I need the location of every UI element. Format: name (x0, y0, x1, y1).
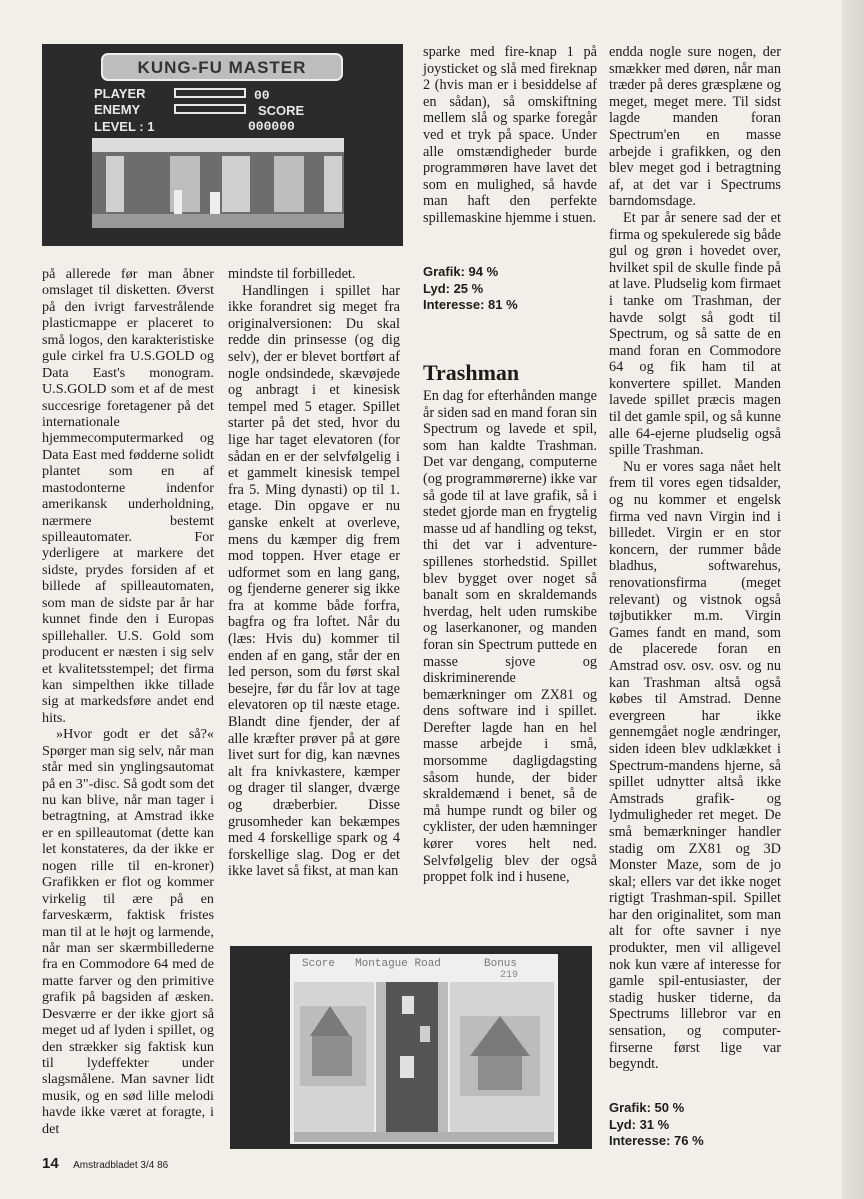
trashman-graphic (230, 946, 592, 1149)
kungfu-master-screenshot (42, 44, 403, 246)
score-value: 000000 (248, 119, 295, 134)
paragraph: sparke med fire-knap 1 på joysticket og slå med fireknap 2 (hvis man er i besiddelse af en sådan), så omskiftning mellem slå og sparke foregår ved et tryk på space. Under alle omstændigheder burde programmøren have lavet det som en mulighed, så havde man haft den perfekte spillemaskine hjemme i stuen. (423, 44, 597, 226)
paragraph: Handlingen i spillet har ikke forandret sig meget fra originalversionen: Du skal redde din prinsesse (og dig selv), der er blevet bortført af nogle ondsindede, skævøjede og anbragt i et kinesisk tempel med 5 etager. Spillet starter på det sted, hvor du lige har taget elevatoren (for sådan en er der selvfølgelig i et gammelt kinesisk tempel fra 5. Ming dynasti) op til 1. etage. Din opgave er nu ganske enkelt at overleve, mens du kæmper dig frem mod toppen. Hver etage er udformet som en lang gang, og fjenderne generer sig ikke fra at komme både forfra, bagfra og fra loftet. Når du (læs: Hvis du) kommer til enden af en gang, står der en led person, som du først skal besejre, før du får lov at tage elevatoren op til næste etage. Blandt dine fjender, der af alle kræfter prøver på at gøre livet surt for dig, kan nævnes alt fra knivkastere, kæmper og drager til slanger, dværge og dræberbier. Disse grusomheder kan bekæmpes med 4 forskellige spark og 4 forskellige slag. Dog er det ikke lavet så fikst, at man kan (228, 282, 400, 880)
page-number: 14 (42, 1155, 59, 1172)
rating-graphics: Grafik: 94 % (423, 264, 499, 279)
paragraph: En dag for efterhånden mange år siden sad en mand foran sin Spectrum og lavede et spil, som han kaldte Trashman. Det var dengang, computerne (og programmørerne) ikke var så gode til at lave grafik, så i stedet gjorde man en frygtelig masse ud af handling og tekst, thi det var i adventure-spillenes storhedstid. Spillet blev bygget over noget så banalt som en skraldemands hverdag, helt uden rumskibe og laserkanoner, og manden foran sin Spectrum puttede en masse sjove og diskriminerende bemærkninger om ZX81 og dens software ind i spillet. Derefter lagde han en hel masse arbejde i små, morsomme dagligdagsting såsom hunde, der bider skraldemænd i benet, så de må humpe rundt og biler og cyklister, der uden hæmninger kører vores helt ned. Selvfølgelig blev der også proppet folk ind i husene, (423, 388, 597, 886)
rating-sound: Lyd: 25 % (423, 280, 484, 296)
kungfu-master-graphic (42, 44, 403, 246)
enemy-label: ENEMY (94, 102, 141, 117)
rating-sound: Lyd: 31 % (609, 1116, 670, 1132)
level-label: LEVEL : 1 (94, 119, 155, 134)
trash-street: Montague Road (355, 958, 441, 970)
kungfu-ratings (423, 264, 597, 314)
paragraph: Nu er vores saga nået helt frem til vores egen tidsalder, og nu kommer et engelsk firma ved navn Virgin ind i billedet. Virgin er en stor koncern, der rummer både bladhus, softwarehus, renovationsfirma (meget relevant) og vistnok også tøjbutikker m.m. Virgin Games fandt en mand, som de placerede foran en Amstrad osv. osv. osv. og nu kan Trashman altså også købes til Amstrad. Denne evergreen har ikke gennemgået nogle ændringer, siden ideen blev udklækket i Spectrum-mandens hjerne, så spillet udnytter altså ikke Amstrads grafik- og lydmuligheder ret meget. De små bemærkninger handler stadig om ZX81 og 3D Monster Maze, som de jo skal; ellers var det ikke noget rigtigt Trashman-spil. Spillet har den originalitet, som man alt for ofte savner i nye produkter, men vil alligevel nok kun være af interesse for gamle spil-entusiaster, der stadig husker tiderne, da Spectrums lillebror var en sensation, og computer-firserne først lige var begyndt. (609, 458, 781, 1073)
kungfu-title: KUNG-FU MASTER (137, 58, 307, 77)
paragraph: mindste til forbilledet. (228, 266, 356, 282)
magazine-issue: Amstradbladet 3/4 86 (73, 1160, 169, 1171)
page-footer (42, 1155, 168, 1173)
trashman-ratings (609, 1100, 781, 1150)
paragraph: »Hvor godt er det så?« Spørger man sig selv, når man står med sin ynglingsautomat på en 3"-disc. Så godt som det nu kan blive, når man tager i betragtning, at Amstrad ikke er en spilleautomat (dette kan let konstateres, da der ikke er nogen rille til en-kroner) Grafikken er flot og kommer virkelig til ære på en farveskærm, faktisk fristes man til at le højt og larmende, når man ser skærmbillederne fra en Commodore 64 med de matte farver og den primitive grafik på bagsiden af æsken. Desværre er der ikke gjort så meget ud af lyden i spillet, og den strækker sig faktisk kun til lydeffekter under slagsmålene. Man savner lidt musik, og en sød lille melodi havde ikke været at foragte, i det (42, 726, 214, 1137)
score-label: SCORE (258, 103, 305, 118)
article-column-4 (609, 44, 781, 1073)
article-column-3-top (423, 44, 597, 227)
paragraph: på allerede før man åbner omslaget til disketten. Øverst på den ivrigt farvestrålende plasticmappe er placeret to små logos, den karakteristiske gule cirkel fra U.S.GOLD og Data East's monogram. U.S.GOLD som et af de mest succesrige foretagener på det internationale hjemmecomputermarked og Data East med fødderne solidt plantet som en af mastodonterne indenfor amerikansk underholdning, nærmere bestemt spilleautomater. For yderligere at markere det sidste, prydes forsiden af et billede af spilleautomaten, som man de sidste par år har kunnet finde den i Europas spillehaller. U.S. Gold som producent er næsten i sig selv et kvalitetsstempel; det firma kan simpelthen ikke tillade sig at markedsføre andet end hits. (42, 266, 214, 726)
lives-count: 00 (254, 88, 270, 103)
paragraph: endda nogle sure nogen, der smækker med døren, når man træder på deres græsplæne og meget, meget mere. Til sidst lagde manden foran Spectrum'en en masse arbejde i grafikken, og den blev meget god i betragtning af, at det var i Spectrums barndomsdage. (609, 44, 781, 210)
paragraph: Et par år senere sad der et firma og spekulerede sig både gul og grøn i hovedet over, hvilket spil de skulle finde på at lave. Pludselig kom firmaet i tanke om Trashman, der havde solgt så godt til Spectrum, og så satte de en mand foran en Commodore 64 og fik ham til at konvertere spillet. Manden lavede spillet præcis magen til det gamle spil, og så kunne alle 64-ejerne pludselig også spille Trashman. (609, 209, 781, 459)
article-column-1 (42, 266, 214, 1137)
article-column-3-body (423, 360, 597, 886)
rating-graphics: Grafik: 50 % (609, 1100, 685, 1115)
trash-score-label: Score (302, 958, 336, 970)
rating-interest: Interesse: 81 % (423, 297, 518, 312)
trashman-screenshot (230, 946, 592, 1149)
rating-interest: Interesse: 76 % (609, 1133, 704, 1148)
trash-bonus-value: 219 (500, 970, 519, 981)
trashman-heading: Trashman (423, 360, 520, 385)
page-edge (842, 0, 864, 1199)
article-column-2 (228, 266, 400, 880)
player-label: PLAYER (94, 86, 146, 101)
trash-bonus-label: Bonus (484, 958, 518, 970)
